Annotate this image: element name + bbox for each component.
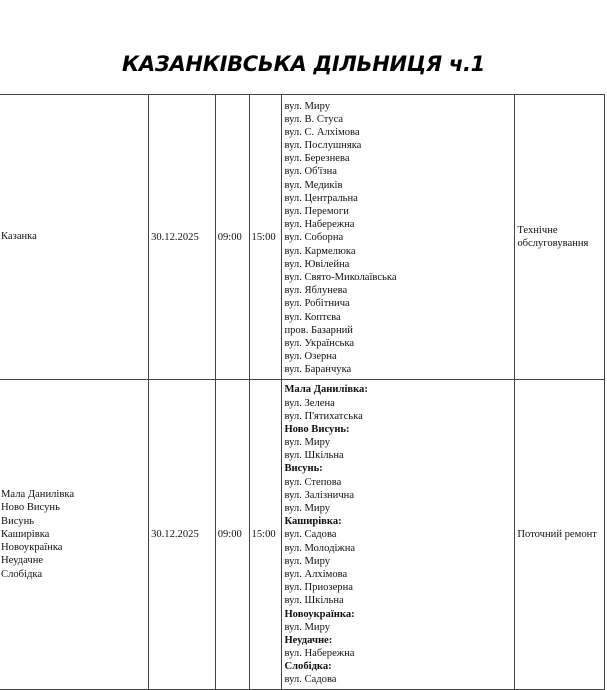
date-cell: 30.12.2025 <box>149 380 216 690</box>
street-name: вул. Українська <box>284 337 355 349</box>
locality-name: Мала Данилівка <box>1 489 75 501</box>
street-name: вул. Набережна <box>284 219 355 231</box>
settlement-heading: Неудачне: <box>284 634 333 646</box>
street-name: вул. Алхімова <box>284 568 348 580</box>
locality-cell <box>0 95 149 380</box>
page-title: КАЗАНКІВСЬКА ДІЛЬНИЦЯ ч.1 <box>122 52 485 76</box>
street-name: вул. Центральна <box>284 192 358 204</box>
street-name: вул. Миру <box>284 437 331 449</box>
street-name: вул. Послушняка <box>284 140 362 152</box>
locality-name: Слобідка <box>1 568 43 580</box>
street-name: вул. Перемоги <box>284 206 349 218</box>
street-name: вул. Робітнича <box>284 298 350 310</box>
street-name: вул. Залізнична <box>284 489 355 501</box>
street-name: вул. Ювілейна <box>284 258 350 270</box>
settlement-heading: Ново Висунь: <box>284 423 350 435</box>
street-name: вул. Березнева <box>284 153 350 165</box>
street-name: вул. Соборна <box>284 232 344 244</box>
street-name: вул. Шкільна <box>284 595 344 607</box>
street-name: вул. Зелена <box>284 397 335 409</box>
street-name: вул. Степова <box>284 476 342 488</box>
street-name: вул. Яблунева <box>284 285 348 297</box>
street-name: вул. Кармелюка <box>284 245 356 257</box>
streets-cell <box>282 95 515 380</box>
settlement-heading: Мала Данилівка: <box>284 384 368 396</box>
street-name: пров. Базарний <box>284 324 353 336</box>
street-name: вул. Набережна <box>284 648 355 660</box>
time-to-cell: 15:00 <box>249 380 282 690</box>
reason-cell: Технічне обслуговування <box>515 95 605 380</box>
outage-schedule-table <box>0 94 605 690</box>
table-row <box>0 380 605 690</box>
street-name: вул. Молодіжна <box>284 542 356 554</box>
settlement-heading: Висунь: <box>284 463 323 475</box>
locality-name: Ново Висунь <box>1 502 60 514</box>
locality-name: Неудачне <box>1 555 44 567</box>
settlement-heading: Новоукраїнка: <box>284 608 355 620</box>
street-name: вул. Приозерна <box>284 582 353 594</box>
settlement-heading: Каширівка: <box>284 516 342 528</box>
time-from-cell: 09:00 <box>215 380 249 690</box>
streets-cell <box>282 380 515 690</box>
street-name: вул. Миру <box>284 555 331 567</box>
locality-name: Висунь <box>1 515 35 527</box>
street-name: вул. Миру <box>284 621 331 633</box>
table-row <box>0 95 605 380</box>
street-name: вул. Озерна <box>284 351 337 363</box>
street-name: вул. Шкільна <box>284 450 344 462</box>
street-name: вул. Об'їзна <box>284 166 337 178</box>
street-name: вул. Баранчука <box>284 364 352 376</box>
date-cell: 30.12.2025 <box>149 95 216 380</box>
street-name: вул. Свято-Миколаївська <box>284 271 397 283</box>
time-from-cell: 09:00 <box>215 95 249 380</box>
street-name: вул. Коптєва <box>284 311 341 323</box>
street-name: вул. Садова <box>284 529 337 541</box>
locality-name: Казанка <box>1 231 37 243</box>
time-to-cell: 15:00 <box>249 95 282 380</box>
street-name: вул. Медиків <box>284 179 343 191</box>
locality-name: Новоукраїнка <box>1 542 63 554</box>
locality-cell <box>0 380 149 690</box>
street-name: вул. Садова <box>284 674 337 686</box>
street-name: вул. П'ятихатська <box>284 410 363 422</box>
street-name: вул. С. Алхімова <box>284 126 360 138</box>
settlement-heading: Слобідка: <box>284 661 332 673</box>
street-name: вул. Миру <box>284 503 331 515</box>
locality-name: Каширівка <box>1 528 50 540</box>
street-name: вул. Миру <box>284 100 331 112</box>
street-name: вул. В. Стуса <box>284 113 344 125</box>
reason-cell: Поточний ремонт <box>515 380 605 690</box>
